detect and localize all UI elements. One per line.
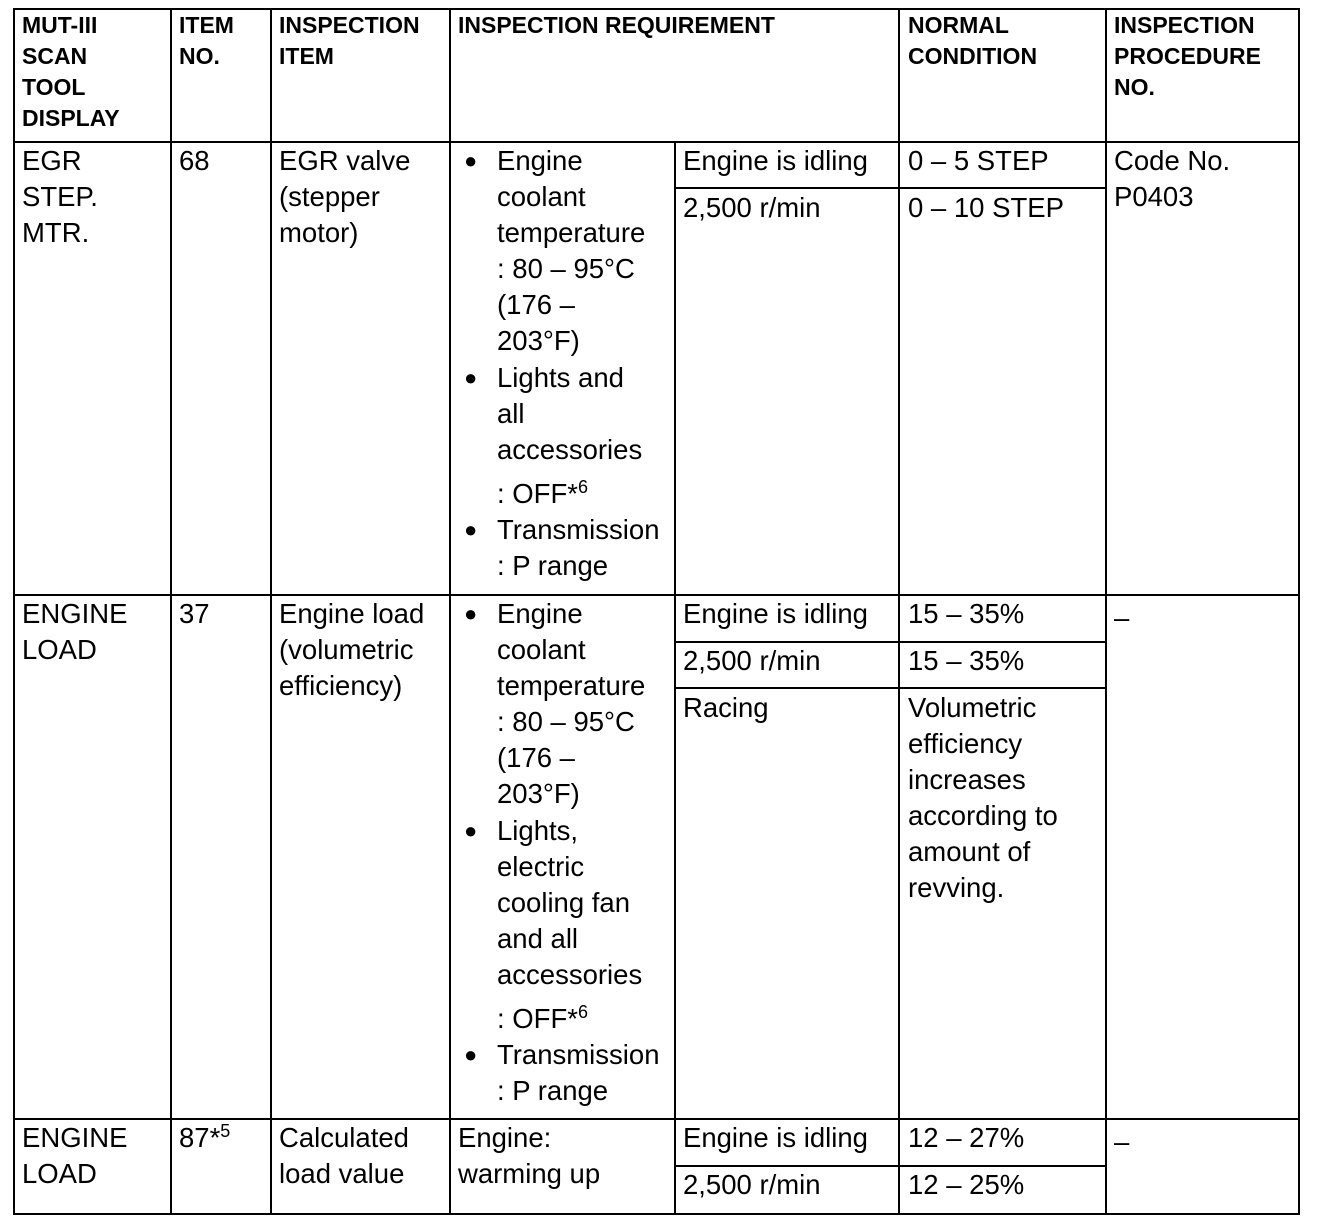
row2-requirement-2: Lights, electric cooling fan and all accessories : OFF*$^6$ xyxy=(497,815,643,1034)
header-inspection-procedure-no: INSPECTION PROCEDURE NO. xyxy=(1114,12,1261,100)
row1-condition-2: 2,500 r/min xyxy=(683,192,821,223)
row3-condition-1: Engine is idling xyxy=(683,1122,868,1153)
row3-inspection-item: Calculated load value xyxy=(279,1122,409,1189)
row2-normal-2: 15 – 35% xyxy=(908,645,1025,676)
row3-condition-2: 2,500 r/min xyxy=(683,1169,821,1200)
subrow-divider xyxy=(674,187,1106,189)
row1-condition-1: Engine is idling xyxy=(683,145,868,176)
bullet-icon: ● xyxy=(464,148,478,173)
row2-requirement-1: Engine coolant temperature : 80 – 95°C (176 – 203°F) xyxy=(497,598,646,809)
header-normal-condition: NORMAL CONDITION xyxy=(908,12,1038,69)
row2-item-no: 37 xyxy=(179,598,210,629)
row3-normal-1: 12 – 27% xyxy=(908,1122,1025,1153)
row3-normal-2: 12 – 25% xyxy=(908,1169,1025,1200)
bullet-icon: ● xyxy=(464,818,478,843)
header-inspection-item: INSPECTION ITEM xyxy=(279,12,420,69)
col-divider xyxy=(170,8,172,1215)
header-scan-tool-display: MUT-III SCAN TOOL DISPLAY xyxy=(22,12,120,131)
row1-normal-1: 0 – 5 STEP xyxy=(908,145,1049,176)
subrow-divider xyxy=(674,687,1106,689)
col-divider xyxy=(898,8,900,1215)
col-divider xyxy=(270,8,272,1215)
row1-inspection-item: EGR valve (stepper motor) xyxy=(279,145,411,248)
table-border-right xyxy=(1298,8,1300,1215)
bullet-icon: ● xyxy=(464,1042,478,1067)
row1-requirement-3: Transmission : P range xyxy=(497,514,660,581)
row1-requirement-2: Lights and all accessories : OFF*$^6$ xyxy=(497,362,643,509)
bullet-icon: ● xyxy=(464,517,478,542)
row3-display: ENGINE LOAD xyxy=(22,1122,128,1189)
row2-condition-3: Racing xyxy=(683,692,769,723)
table-border-left xyxy=(13,8,15,1215)
row3-requirement: Engine: warming up xyxy=(458,1122,601,1189)
row1-display: EGR STEP. MTR. xyxy=(22,145,98,248)
row3-procedure: – xyxy=(1114,1126,1130,1157)
row1-procedure: Code No. P0403 xyxy=(1114,145,1231,212)
bullet-icon: ● xyxy=(464,365,478,390)
row2-display: ENGINE LOAD xyxy=(22,598,128,665)
row2-condition-2: 2,500 r/min xyxy=(683,645,821,676)
row2-condition-1: Engine is idling xyxy=(683,598,868,629)
row3-item-no: 87*$^5$ xyxy=(179,1120,231,1153)
row2-procedure: – xyxy=(1114,602,1130,633)
header-inspection-requirement: INSPECTION REQUIREMENT xyxy=(458,12,775,38)
col-divider xyxy=(674,142,676,1215)
table-border-bottom xyxy=(13,1213,1300,1215)
row1-normal-2: 0 – 10 STEP xyxy=(908,192,1064,223)
header-item-no: ITEM NO. xyxy=(179,12,234,69)
row2-normal-3: Volumetric efficiency increases according to amount of revving. xyxy=(908,692,1058,903)
row1-item-no: 68 xyxy=(179,145,210,176)
row2-normal-1: 15 – 35% xyxy=(908,598,1025,629)
row2-requirement-3: Transmission : P range xyxy=(497,1039,660,1106)
row2-inspection-item: Engine load (volumetric efficiency) xyxy=(279,598,425,701)
col-divider xyxy=(1105,8,1107,1215)
bullet-icon: ● xyxy=(464,601,478,626)
row1-requirement-1: Engine coolant temperature : 80 – 95°C (176 – 203°F) xyxy=(497,145,646,356)
col-divider xyxy=(449,8,451,1215)
